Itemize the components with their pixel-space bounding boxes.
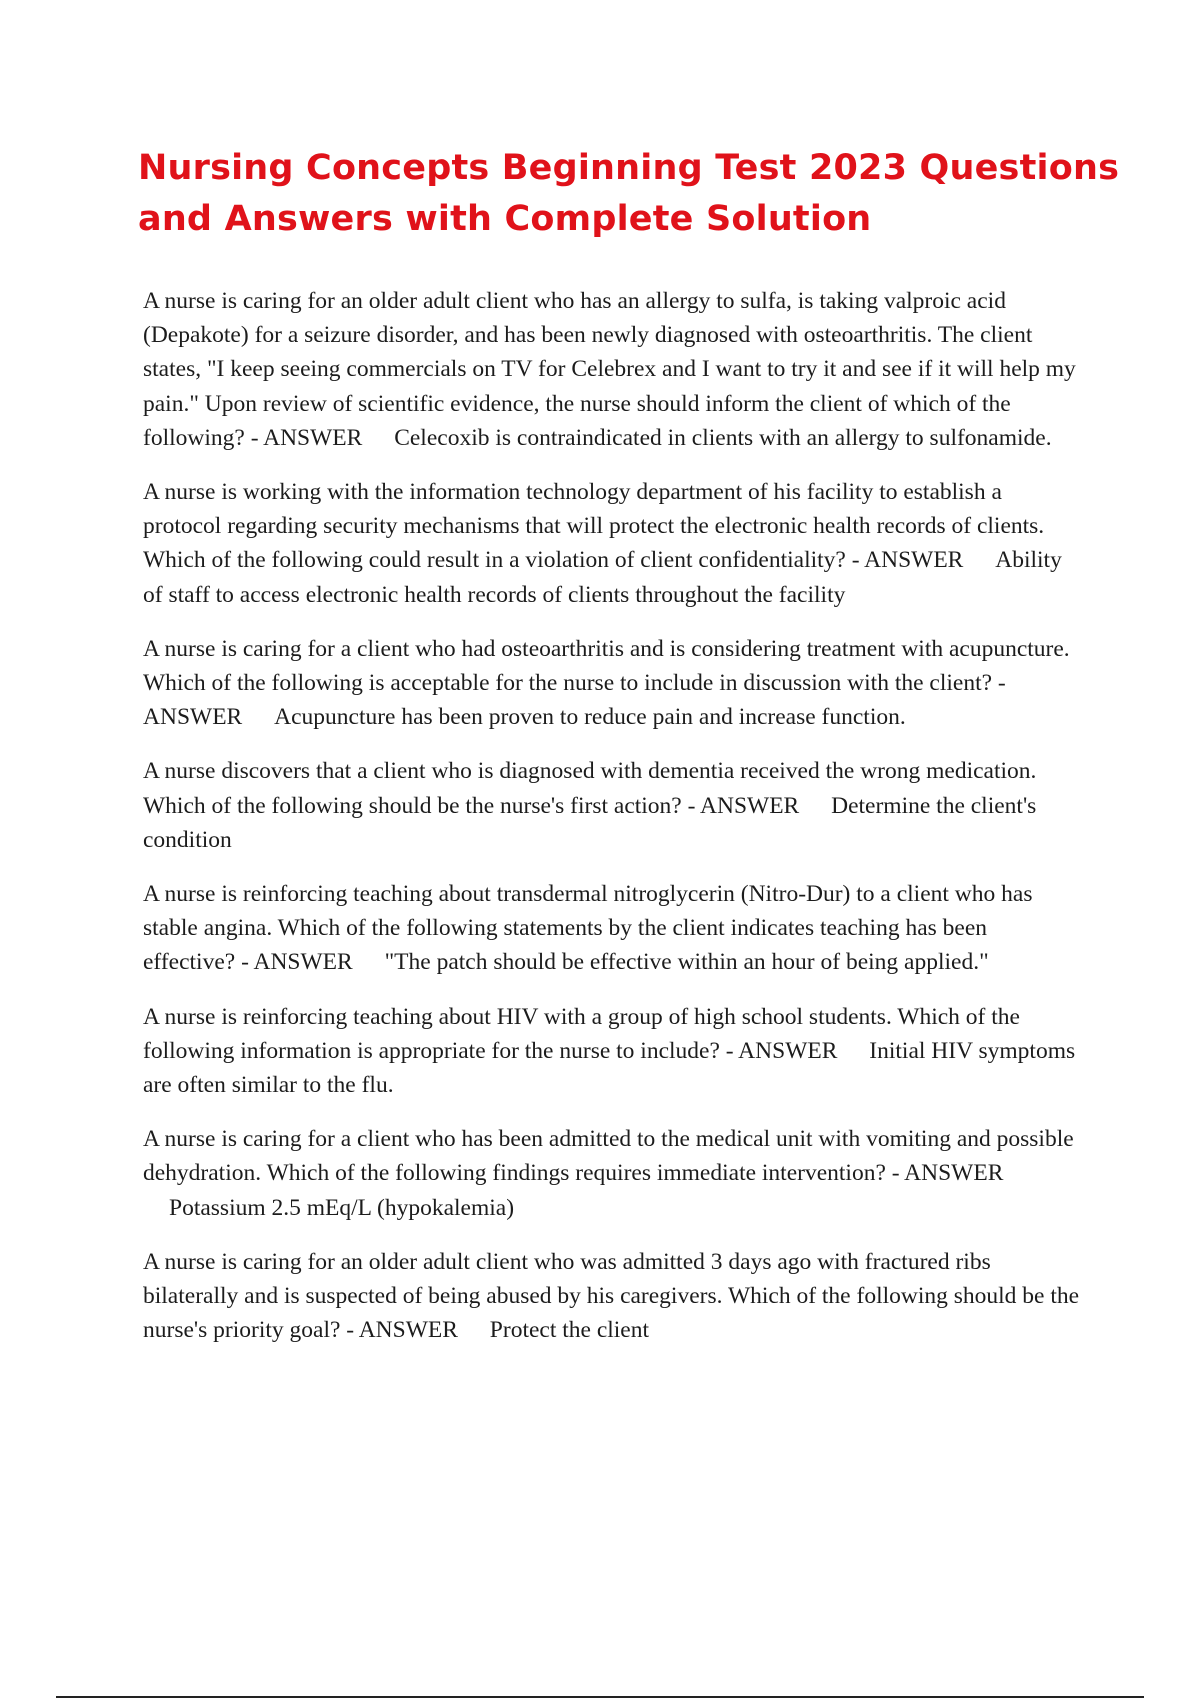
question-text: A nurse is reinforcing teaching about transdermal nitroglycerin (Nitro-Dur) to a client who has stable angina. Which of the following statements by the client indicates teaching has been effective? xyxy=(143,881,1033,976)
qa-item xyxy=(143,632,1083,735)
answer-text: Ability of staff to access electronic health records of clients throughout the facility xyxy=(143,547,1062,608)
answer-marker: - ANSWER xyxy=(241,949,353,976)
document-title: Nursing Concepts Beginning Test 2023 Questions and Answers with Complete Solution xyxy=(138,148,1120,239)
qa-list xyxy=(143,284,1083,1367)
answer-marker: - ANSWER xyxy=(687,792,800,819)
answer-text: Potassium 2.5 mEq/L (hypokalemia) xyxy=(169,1194,515,1221)
qa-item xyxy=(143,1245,1083,1348)
answer-marker: - ANSWER xyxy=(250,424,363,451)
question-text: A nurse is caring for a client who has been admitted to the medical unit with vomiting and possible dehydration. Which of the following findings requires immediate intervention? xyxy=(143,1126,1074,1187)
qa-item xyxy=(143,754,1083,857)
qa-item xyxy=(143,1000,1083,1103)
answer-text: Protect the client xyxy=(489,1317,650,1344)
answer-text: "The patch should be effective within an hour of being applied." xyxy=(384,949,989,976)
answer-marker: - ANSWER xyxy=(725,1037,838,1064)
question-text: A nurse is caring for a client who had osteoarthritis and is considering treatment with acupuncture. Which of the following is acceptable for the nurse to include in discussion with the client? xyxy=(143,635,1070,697)
question-text: A nurse is caring for an older adult client who was admitted 3 days ago with fractured ribs bilaterally and is suspected of being abused by his caregivers. Which of the following should be the nurse's priority goal? xyxy=(143,1248,1080,1344)
question-text: A nurse is reinforcing teaching about HIV with a group of high school students. Which of the following information is appropriate for the nurse to include? xyxy=(143,1003,1020,1064)
qa-item xyxy=(143,284,1083,455)
answer-marker: - ANSWER xyxy=(851,547,964,574)
qa-item xyxy=(143,1122,1083,1225)
answer-marker: - ANSWER xyxy=(346,1317,458,1344)
answer-text: Celecoxib is contraindicated in clients with an allergy to sulfonamide. xyxy=(394,424,1052,451)
answer-marker: - ANSWER xyxy=(891,1160,1004,1187)
answer-text: Determine the client's condition xyxy=(143,792,1037,853)
answer-marker: - ANSWER xyxy=(143,670,1006,731)
qa-item xyxy=(143,475,1083,612)
answer-text: Initial HIV symptoms are often similar to the flu. xyxy=(143,1037,1076,1099)
answer-text: Acupuncture has been proven to reduce pain and increase function. xyxy=(274,704,906,731)
question-text: A nurse discovers that a client who is diagnosed with dementia received the wrong medication. Which of the following should be the nurse's first action? xyxy=(143,758,1037,819)
question-text: A nurse is working with the information technology department of his facility to establish a protocol regarding security mechanisms that will protect the electronic health records of clients. Which of the following could result in a violation of client confidentiality? xyxy=(143,479,1045,574)
footer-divider xyxy=(56,1696,1144,1698)
question-text: A nurse is caring for an older adult client who has an allergy to sulfa, is taking valproic acid (Depakote) for a seizure disorder, and has been newly diagnosed with osteoarthritis. The client states, "I keep seeing commercials on TV for Celebrex and I want to try it and see if it will help my pain." Upon review of scientific evidence, the nurse should inform the client of which of the following? xyxy=(143,288,1076,451)
qa-item xyxy=(143,877,1083,980)
